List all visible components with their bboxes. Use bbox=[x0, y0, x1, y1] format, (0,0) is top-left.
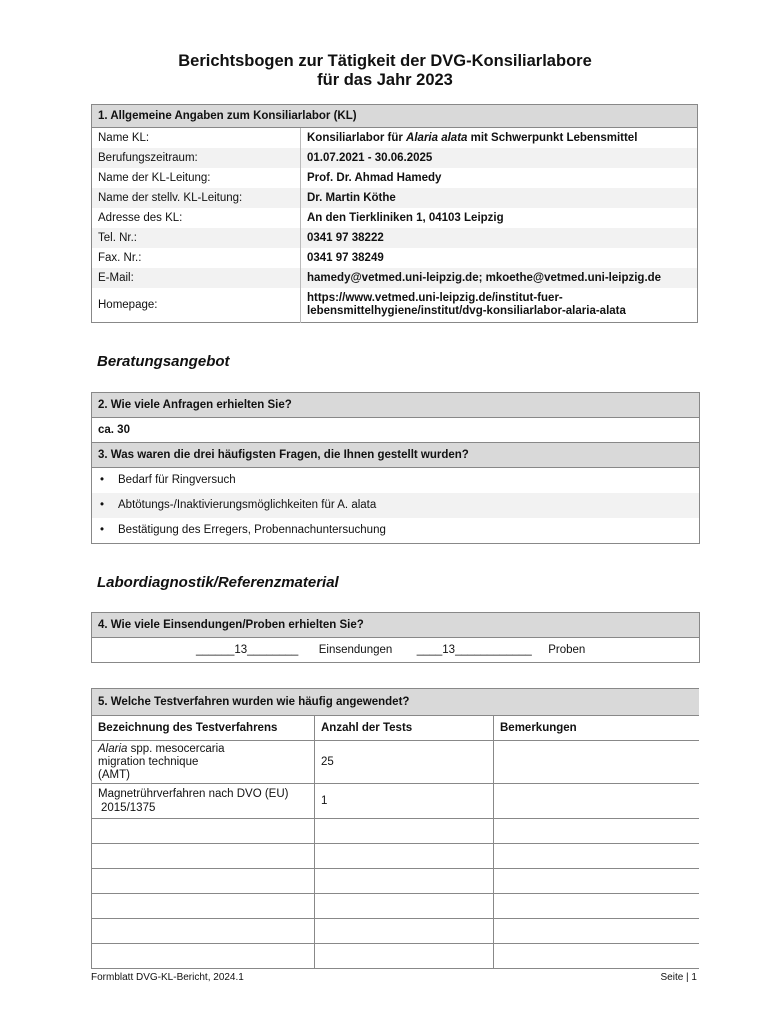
section-heading-beratung: Beratungsangebot bbox=[97, 353, 230, 370]
answer-3-item: • Abtötungs-/Inaktivierungsmöglichkeiten für A. alata bbox=[92, 493, 699, 518]
test-count: 1 bbox=[315, 784, 494, 819]
value-kl-leitung: Prof. Dr. Ahmad Hamedy bbox=[307, 172, 442, 184]
proben-label: Proben bbox=[548, 644, 586, 656]
answer-3-item: • Bedarf für Ringversuch bbox=[92, 468, 699, 493]
label-kl-leitung: Name der KL-Leitung: bbox=[92, 168, 301, 188]
column-header-anzahl: Anzahl der Tests bbox=[315, 716, 494, 741]
test-remark bbox=[494, 784, 700, 819]
value-tel: 0341 97 38222 bbox=[301, 228, 698, 248]
bullet: • bbox=[100, 474, 105, 486]
column-header-bezeichnung: Bezeichnung des Testverfahrens bbox=[92, 716, 315, 741]
beratung-box bbox=[91, 392, 700, 544]
value-name-kl: Konsiliarlabor für Alaria alata mit Schwerpunkt Lebensmittel bbox=[307, 132, 638, 144]
footer-form-id: Formblatt DVG-KL-Bericht, 2024.1 bbox=[91, 972, 244, 983]
label-homepage: Homepage: bbox=[92, 288, 301, 323]
table-row-empty bbox=[92, 844, 700, 869]
test-count: 25 bbox=[315, 741, 494, 784]
table-row-empty bbox=[92, 819, 700, 844]
column-header-bemerkungen: Bemerkungen bbox=[494, 716, 700, 741]
footer-page-number: Seite | 1 bbox=[660, 972, 697, 983]
einsendungen-value: ______13________ bbox=[196, 644, 299, 656]
value-stellv-leitung: Dr. Martin Köthe bbox=[301, 188, 698, 208]
einsendungen-label: Einsendungen bbox=[318, 644, 393, 656]
title-line-2: für das Jahr 2023 bbox=[317, 71, 453, 89]
bullet: • bbox=[100, 499, 105, 511]
label-adresse: Adresse des KL: bbox=[92, 208, 301, 228]
question-2: 2. Wie viele Anfragen erhielten Sie? bbox=[92, 393, 699, 418]
label-tel: Tel. Nr.: bbox=[92, 228, 301, 248]
table-row-empty bbox=[92, 944, 700, 969]
label-email: E-Mail: bbox=[92, 268, 301, 288]
question-4: 4. Wie viele Einsendungen/Proben erhielten Sie? bbox=[92, 613, 699, 638]
section-heading-labor: Labordiagnostik/Referenzmaterial bbox=[97, 574, 339, 591]
testverfahren-table bbox=[91, 688, 699, 969]
value-homepage: https://www.vetmed.uni-leipzig.de/institut-fuer- lebensmittelhygiene/institut/dvg-konsiliarlabor-alaria-alata bbox=[307, 292, 626, 317]
value-fax: 0341 97 38249 bbox=[307, 252, 384, 264]
general-info-header: 1. Allgemeine Angaben zum Konsiliarlabor (KL) bbox=[92, 105, 698, 128]
answer-3-item: • Bestätigung des Erregers, Probennachuntersuchung bbox=[92, 518, 699, 543]
table-row-empty bbox=[92, 919, 700, 944]
value-email: hamedy@vetmed.uni-leipzig.de; mkoethe@vetmed.uni-leipzig.de bbox=[301, 268, 698, 288]
table-row bbox=[92, 741, 700, 784]
label-fax: Fax. Nr.: bbox=[92, 248, 301, 268]
answer-4 bbox=[92, 638, 699, 662]
label-stellv-leitung: Name der stellv. KL-Leitung: bbox=[92, 188, 301, 208]
test-name: Magnetrührverfahren nach DVO (EU) 2015/1375 bbox=[92, 784, 315, 819]
table-row-empty bbox=[92, 894, 700, 919]
question-3: 3. Was waren die drei häufigsten Fragen, die Ihnen gestellt wurden? bbox=[92, 443, 699, 468]
value-berufungszeitraum: 01.07.2021 - 30.06.2025 bbox=[301, 148, 698, 168]
label-name-kl: Name KL: bbox=[92, 128, 301, 149]
table-row bbox=[92, 784, 700, 819]
page-title bbox=[0, 52, 770, 90]
labor-box bbox=[91, 612, 700, 663]
answer-2: ca. 30 bbox=[92, 418, 699, 443]
table-row-empty bbox=[92, 869, 700, 894]
test-remark bbox=[494, 741, 700, 784]
test-name: Alaria spp. mesocercaria migration technique (AMT) bbox=[92, 741, 315, 784]
proben-value: ____13____________ bbox=[416, 644, 532, 656]
title-line-1: Berichtsbogen zur Tätigkeit der DVG-Konsiliarlabore bbox=[178, 52, 592, 70]
question-5: 5. Welche Testverfahren wurden wie häufig angewendet? bbox=[92, 689, 700, 716]
label-berufungszeitraum: Berufungszeitraum: bbox=[92, 148, 301, 168]
value-adresse: An den Tierkliniken 1, 04103 Leipzig bbox=[307, 212, 504, 224]
general-info-table bbox=[91, 104, 698, 323]
bullet: • bbox=[100, 524, 105, 536]
